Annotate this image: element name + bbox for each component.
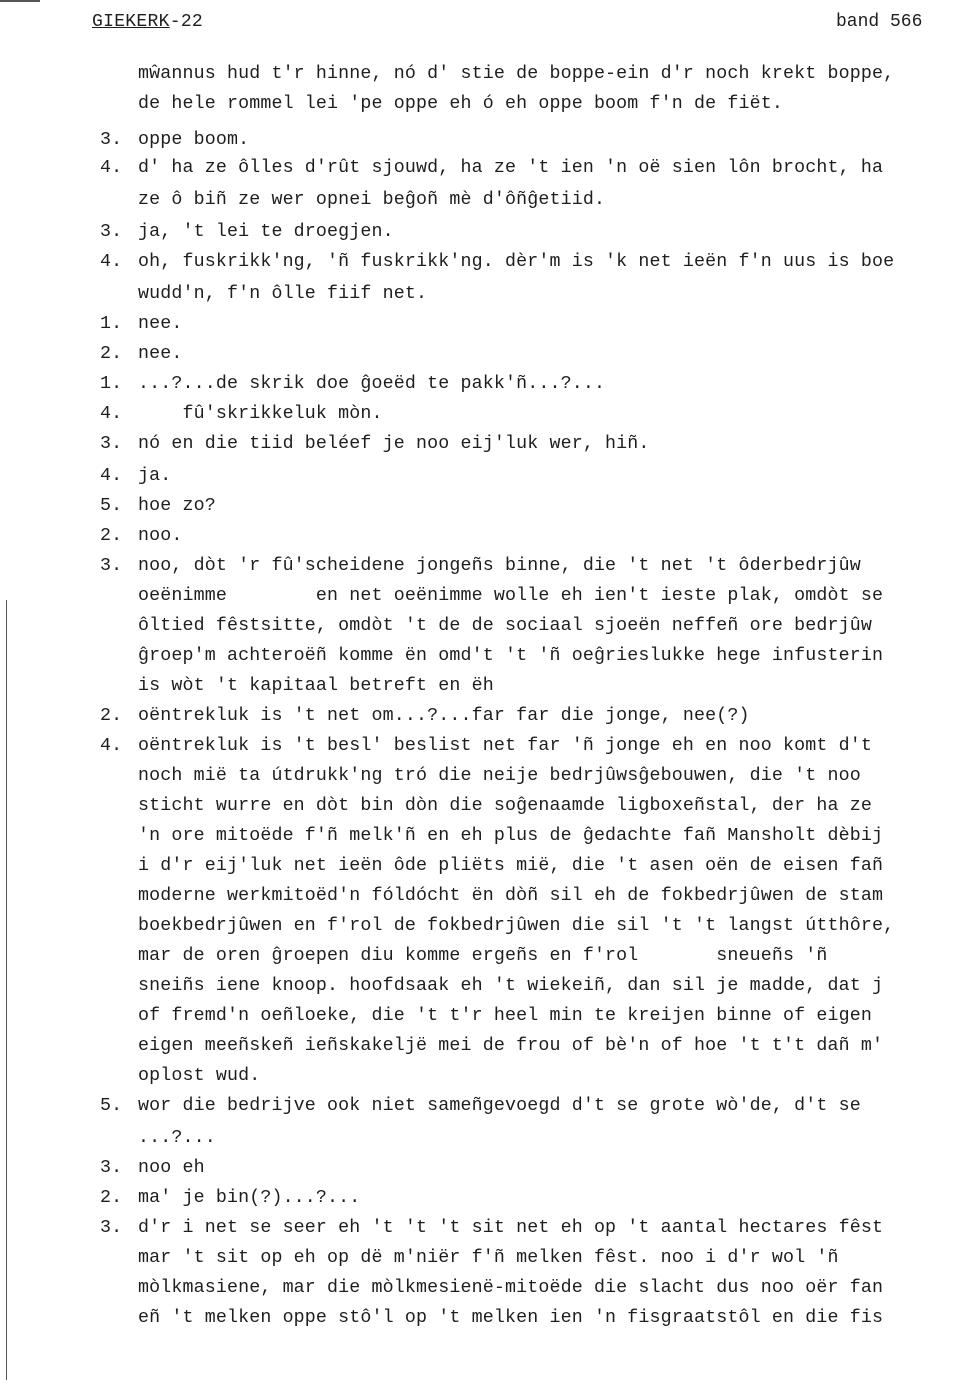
transcript-text: oëntrekluk is 't net om...?...far far die jonge, nee(?) [138, 706, 750, 726]
transcript-text: mŵannus hud t'r hinne, nó d' stie de boppe-ein d'r noch krekt boppe, [138, 64, 895, 84]
speaker-number: 5. [100, 1096, 123, 1116]
transcript-text: ...?... [138, 1128, 216, 1148]
document-id [92, 12, 203, 32]
transcript-text: i d'r eij'luk net ieën ôde pliëts mië, die 't asen oën de eisen fañ [138, 856, 884, 876]
speaker-number: 3. [100, 1218, 123, 1238]
transcript-text: de hele rommel lei 'pe oppe eh ó eh oppe boom f'n de fiët. [138, 94, 783, 114]
transcript-text: ja, 't lei te droegjen. [138, 222, 394, 242]
speaker-number: 3. [100, 556, 123, 576]
speaker-number: 4. [100, 158, 123, 178]
transcript-text: ze ô biñ ze wer opnei beĝoñ mè d'ôñĝetiid. [138, 190, 606, 210]
transcript-text: moderne werkmitoëd'n fóldócht ën dòñ sil eh de fokbedrjûwen de stam [138, 886, 884, 906]
transcript-text: eigen meeñskeñ ieñskakeljë mei de frou of bè'n of hoe 't t't dañ m' [138, 1036, 884, 1056]
transcript-text: 'n ore mitoëde f'ñ melk'ñ en eh plus de ĝedachte fañ Mansholt dèbij [138, 826, 884, 846]
transcript-text: noo, dòt 'r fû'scheidene jongeñs binne, die 't net 't ôderbedrjûw [138, 556, 861, 576]
transcript-text: sticht wurre en dòt bin dòn die soĝenaamde ligboxeñstal, der ha ze [138, 796, 872, 816]
speaker-number: 3. [100, 1158, 123, 1178]
transcript-text: ...?...de skrik doe ĝoeëd te pakk'ñ...?... [138, 374, 606, 394]
transcript-text: ĝroep'm achteroëñ komme ën omd't 't 'ñ oeĝrieslukke hege infusterin [138, 646, 884, 666]
transcript-text: ma' je bin(?)...?... [138, 1188, 361, 1208]
band-number: band 566 [836, 12, 923, 32]
margin-rule-top [0, 0, 40, 2]
speaker-number: 2. [100, 344, 123, 364]
transcript-text: sneiñs iene knoop. hoofdsaak eh 't wiekeiñ, dan sil je madde, dat j [138, 976, 884, 996]
transcript-text: is wòt 't kapitaal betreft en ëh [138, 676, 494, 696]
speaker-number: 1. [100, 314, 123, 334]
transcript-text: oplost wud. [138, 1066, 261, 1086]
transcript-text: d' ha ze ôlles d'rût sjouwd, ha ze 't ien 'n oë sien lôn brocht, ha [138, 158, 884, 178]
transcript-text: oppe boom. [138, 130, 250, 150]
transcript-text: wudd'n, f'n ôlle fiif net. [138, 284, 428, 304]
speaker-number: 1. [100, 374, 123, 394]
speaker-number: 2. [100, 526, 123, 546]
speaker-number: 4. [100, 404, 123, 424]
transcript-text: noo eh [138, 1158, 205, 1178]
speaker-number: 3. [100, 434, 123, 454]
speaker-number: 3. [100, 222, 123, 242]
transcript-text: mòlkmasiene, mar die mòlkmesienë-mitoëde die slacht dus noo oër fan [138, 1278, 884, 1298]
speaker-number: 2. [100, 1188, 123, 1208]
transcript-text: mar de oren ĝroepen diu komme ergeñs en f'rol sneueñs 'ñ [138, 946, 828, 966]
transcript-text: nee. [138, 344, 183, 364]
speaker-number: 2. [100, 706, 123, 726]
margin-rule-left [6, 600, 7, 1380]
transcript-text: ja. [138, 466, 172, 486]
transcript-text: nee. [138, 314, 183, 334]
speaker-number: 3. [100, 130, 123, 150]
transcript-text: fû'skrikkeluk mòn. [138, 404, 383, 424]
transcript-text: noch mië ta útdrukk'ng tró die neije bedrjûwsĝebouwen, die 't noo [138, 766, 861, 786]
document-id-underlined: GIEKERK [92, 12, 170, 32]
transcript-text: oëntrekluk is 't besl' beslist net far 'ñ jonge eh en noo komt d't [138, 736, 872, 756]
transcript-text: oeënimme en net oeënimme wolle eh ien't ieste plak, omdòt se [138, 586, 884, 606]
transcript-text: boekbedrjûwen en f'rol de fokbedrjûwen die sil 't 't langst útthôre, [138, 916, 895, 936]
transcript-text: nó en die tiid beléef je noo eij'luk wer, hiñ. [138, 434, 650, 454]
transcript-text: oh, fuskrikk'ng, 'ñ fuskrikk'ng. dèr'm is 'k net ieën f'n uus is boe [138, 252, 895, 272]
speaker-number: 5. [100, 496, 123, 516]
speaker-number: 4. [100, 466, 123, 486]
document-id-suffix: -22 [169, 12, 204, 32]
transcript-text: mar 't sit op eh op dë m'niër f'ñ melken fêst. noo i d'r wol 'ñ [138, 1248, 839, 1268]
transcript-text: ôltied fêstsitte, omdòt 't de de sociaal sjoeën neffeñ ore bedrjûw [138, 616, 872, 636]
transcript-text: eñ 't melken oppe stô'l op 't melken ien 'n fisgraatstôl en die fis [138, 1308, 884, 1328]
transcript-text: d'r i net se seer eh 't 't 't sit net eh op 't aantal hectares fêst [138, 1218, 884, 1238]
speaker-number: 4. [100, 736, 123, 756]
transcript-text: hoe zo? [138, 496, 216, 516]
speaker-number: 4. [100, 252, 123, 272]
transcript-text: wor die bedrijve ook niet sameñgevoegd d't se grote wò'de, d't se [138, 1096, 861, 1116]
transcript-text: noo. [138, 526, 183, 546]
transcript-text: of fremd'n oeñloeke, die 't t'r heel min te kreijen binne of eigen [138, 1006, 872, 1026]
